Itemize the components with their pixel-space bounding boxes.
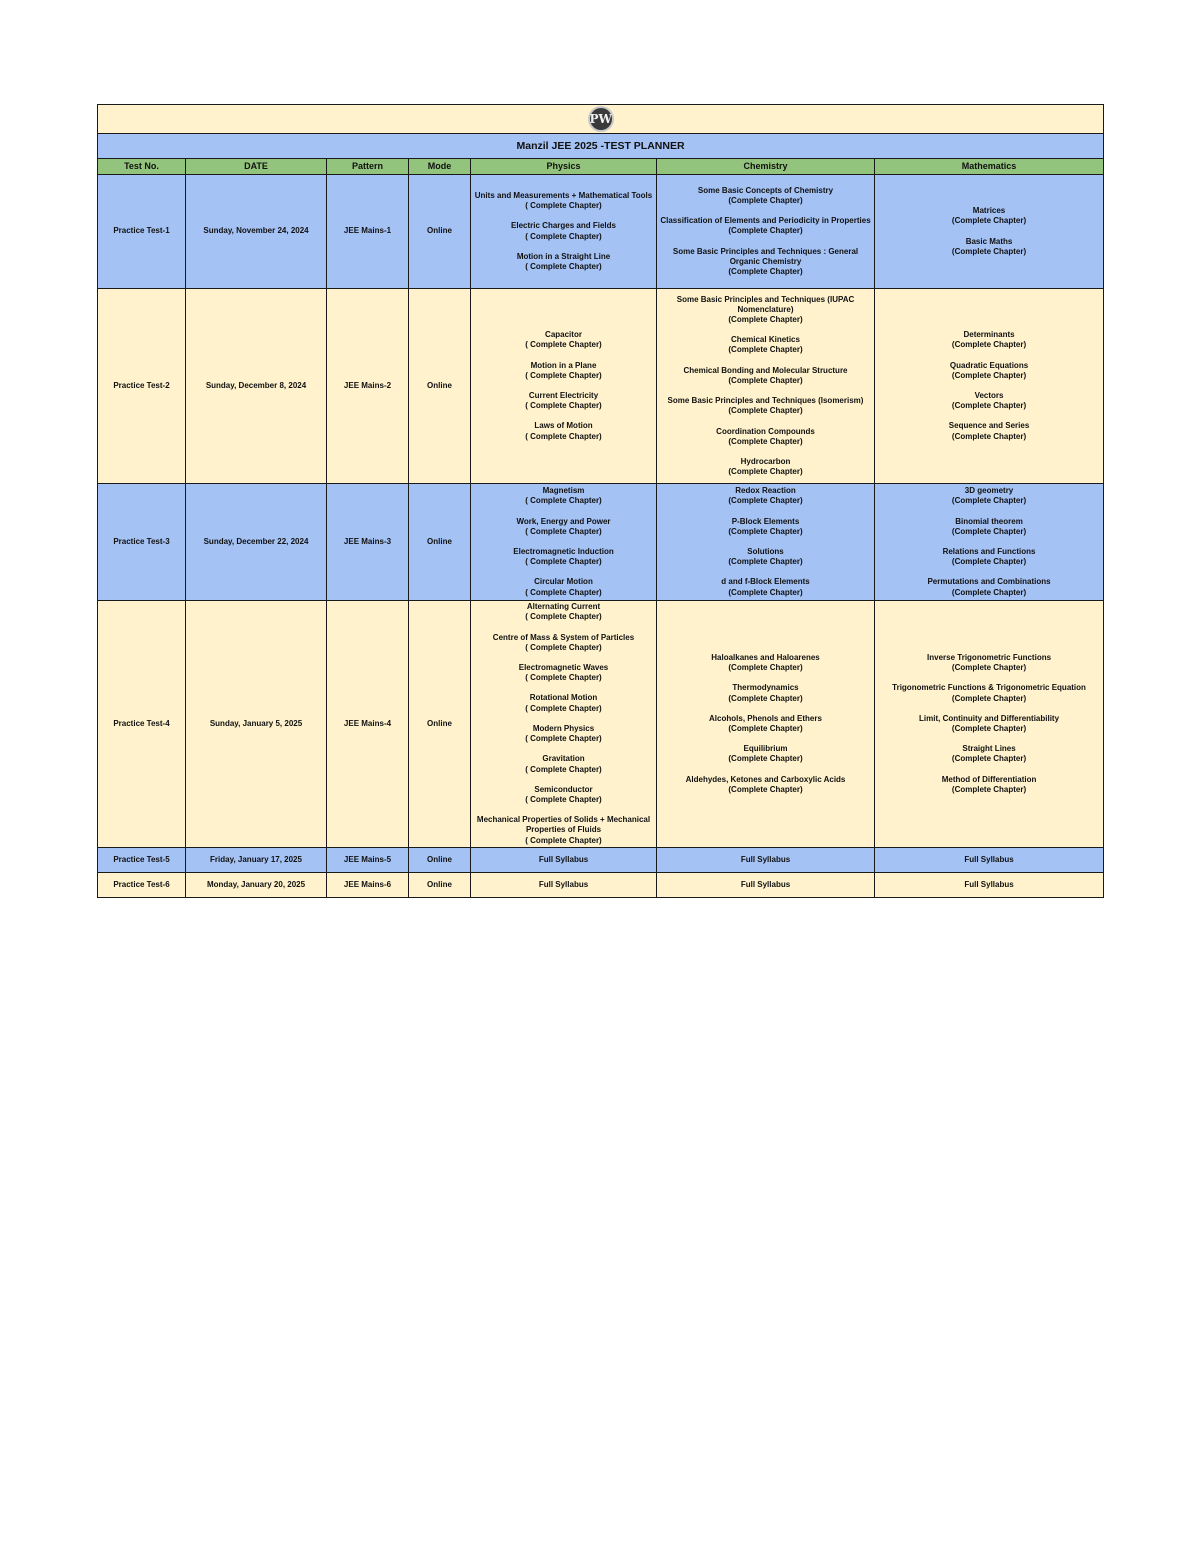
topic-note: (Complete Chapter) xyxy=(728,467,803,477)
topic-note: (Complete Chapter) xyxy=(728,267,803,276)
cell-pattern: JEE Mains-2 xyxy=(327,289,409,484)
topic-name: Aldehydes, Ketones and Carboxylic Acids xyxy=(685,774,846,784)
topic-item xyxy=(878,391,1100,411)
topic-note: (Complete Chapter) xyxy=(728,436,803,446)
topic-name: Laws of Motion xyxy=(534,421,593,431)
logo-cell xyxy=(98,105,1104,134)
header-pattern: Pattern xyxy=(327,159,409,175)
cell-test: Practice Test-2 xyxy=(98,289,186,484)
cell-pattern: JEE Mains-3 xyxy=(327,484,409,601)
topic-note: (Complete Chapter) xyxy=(951,340,1027,350)
topic-name: Straight Lines xyxy=(962,744,1016,754)
topic-note: ( Complete Chapter) xyxy=(525,557,602,567)
cell-pattern: JEE Mains-6 xyxy=(327,873,409,898)
topic-note: (Complete Chapter) xyxy=(728,195,803,205)
header-chemistry: Chemistry xyxy=(657,159,875,175)
topic-item xyxy=(878,361,1100,381)
cell-date: Sunday, December 22, 2024 xyxy=(186,484,327,601)
topic-note: ( Complete Chapter) xyxy=(525,642,602,652)
topic-item xyxy=(660,577,871,597)
topic-item xyxy=(660,855,871,865)
topic-item xyxy=(474,577,653,597)
topic-item xyxy=(660,295,871,326)
topic-item xyxy=(474,724,653,744)
cell-mode: Online xyxy=(409,289,471,484)
cell-mathematics xyxy=(875,873,1104,898)
topic-item xyxy=(474,663,653,683)
topic-name: Method of Differentiation xyxy=(941,774,1037,784)
pw-logo: PW xyxy=(588,106,614,132)
topic-note: ( Complete Chapter) xyxy=(525,612,602,622)
cell-chemistry xyxy=(657,175,875,289)
topic-item xyxy=(474,785,653,805)
topic-name: Full Syllabus xyxy=(538,854,589,864)
topic-item xyxy=(878,237,1100,257)
topic-note: (Complete Chapter) xyxy=(728,557,803,567)
topic-item xyxy=(878,744,1100,764)
topic-item xyxy=(474,633,653,653)
topic-item xyxy=(878,547,1100,567)
topic-name: Quadratic Equations xyxy=(949,360,1029,370)
cell-date: Friday, January 17, 2025 xyxy=(186,848,327,873)
topic-note: (Complete Chapter) xyxy=(951,724,1027,733)
topic-item xyxy=(474,547,653,567)
topic-name: Some Basic Principles and Techniques (Isomerism) xyxy=(667,396,864,406)
topic-name: Capacitor xyxy=(545,330,582,340)
topic-item xyxy=(474,391,653,411)
topic-note: (Complete Chapter) xyxy=(728,693,803,703)
topic-name: Alcohols, Phenols and Ethers xyxy=(709,713,822,723)
topic-item xyxy=(660,683,871,703)
topic-item xyxy=(474,191,653,211)
topic-item xyxy=(878,683,1100,703)
topic-item xyxy=(474,486,653,506)
topic-item xyxy=(878,486,1100,506)
cell-chemistry xyxy=(657,484,875,601)
topic-name: Solutions xyxy=(747,547,784,556)
topic-name: Semiconductor xyxy=(534,784,593,794)
topic-note: ( Complete Chapter) xyxy=(525,431,602,441)
topic-item xyxy=(660,216,871,236)
topic-item xyxy=(878,517,1100,537)
topic-item xyxy=(660,517,871,537)
table-row xyxy=(98,873,1104,898)
topic-item xyxy=(660,366,871,386)
topic-name: Full Syllabus xyxy=(964,879,1014,889)
topic-note: ( Complete Chapter) xyxy=(525,340,602,350)
topic-name: Basic Maths xyxy=(965,236,1013,246)
topic-name: Some Basic Concepts of Chemistry xyxy=(697,185,834,195)
cell-pattern: JEE Mains-4 xyxy=(327,601,409,848)
topic-item xyxy=(474,602,653,622)
topic-item xyxy=(660,653,871,673)
topic-name: Coordination Compounds xyxy=(716,426,815,436)
topic-note: (Complete Chapter) xyxy=(728,406,803,416)
cell-physics xyxy=(471,175,657,289)
topic-note: (Complete Chapter) xyxy=(951,370,1027,380)
topic-item xyxy=(660,486,871,506)
topic-note: ( Complete Chapter) xyxy=(525,231,602,241)
topic-item xyxy=(660,247,871,278)
topic-note: ( Complete Chapter) xyxy=(525,764,602,774)
topic-name: Motion in a Plane xyxy=(530,360,597,370)
topic-note: ( Complete Chapter) xyxy=(525,794,602,804)
header-physics: Physics xyxy=(471,159,657,175)
topic-name: Some Basic Principles and Techniques (IUPAC Nomenclature) xyxy=(676,294,855,314)
topic-item xyxy=(474,815,653,846)
cell-physics xyxy=(471,848,657,873)
cell-mode: Online xyxy=(409,848,471,873)
topic-note: (Complete Chapter) xyxy=(951,754,1027,764)
cell-mathematics xyxy=(875,484,1104,601)
header-mathematics: Mathematics xyxy=(875,159,1104,175)
topic-item xyxy=(474,421,653,441)
topic-name: Centre of Mass & System of Particles xyxy=(492,632,635,642)
topic-name: Full Syllabus xyxy=(964,854,1014,864)
topic-name: Chemical Bonding and Molecular Structure xyxy=(683,365,848,375)
topic-note: ( Complete Chapter) xyxy=(525,261,602,271)
topic-item xyxy=(474,880,653,890)
topic-note: ( Complete Chapter) xyxy=(525,587,602,597)
topic-item xyxy=(474,252,653,272)
header-test-no: Test No. xyxy=(98,159,186,175)
topic-name: Current Electricity xyxy=(528,391,599,400)
topic-name: Thermodynamics xyxy=(732,683,799,693)
test-planner-table xyxy=(97,104,1104,898)
topic-name: Gravitation xyxy=(542,754,585,764)
topic-item xyxy=(474,330,653,350)
topic-name: Circular Motion xyxy=(534,577,593,587)
topic-name: Chemical Kinetics xyxy=(731,335,800,345)
cell-mathematics xyxy=(875,175,1104,289)
table-row xyxy=(98,484,1104,601)
topic-note: ( Complete Chapter) xyxy=(525,401,602,411)
topic-note: (Complete Chapter) xyxy=(728,663,803,673)
topic-name: Permutations and Combinations xyxy=(927,577,1051,587)
topic-note: (Complete Chapter) xyxy=(951,431,1027,441)
cell-chemistry xyxy=(657,848,875,873)
topic-item xyxy=(878,880,1100,890)
cell-date: Sunday, December 8, 2024 xyxy=(186,289,327,484)
cell-mode: Online xyxy=(409,601,471,848)
topic-item xyxy=(660,744,871,764)
topic-note: (Complete Chapter) xyxy=(951,401,1027,411)
cell-chemistry xyxy=(657,601,875,848)
topic-item xyxy=(878,577,1100,597)
topic-note: (Complete Chapter) xyxy=(951,587,1027,597)
cell-chemistry xyxy=(657,289,875,484)
cell-physics xyxy=(471,289,657,484)
topic-name: Electromagnetic Induction xyxy=(513,547,614,556)
topic-note: (Complete Chapter) xyxy=(951,663,1027,673)
topic-note: (Complete Chapter) xyxy=(951,246,1027,256)
cell-physics xyxy=(471,601,657,848)
topic-name: d and f-Block Elements xyxy=(721,577,810,587)
topic-name: Units and Measurements + Mathematical Tools xyxy=(474,190,653,200)
topic-name: Vectors xyxy=(974,391,1004,400)
topic-item xyxy=(474,754,653,774)
topic-note: (Complete Chapter) xyxy=(728,226,803,236)
topic-name: Full Syllabus xyxy=(740,854,791,864)
cell-date: Sunday, January 5, 2025 xyxy=(186,601,327,848)
topic-item xyxy=(660,880,871,890)
cell-mathematics xyxy=(875,848,1104,873)
topic-note: ( Complete Chapter) xyxy=(525,201,602,211)
topic-item xyxy=(878,714,1100,734)
cell-mode: Online xyxy=(409,484,471,601)
topic-name: Matrices xyxy=(972,206,1006,216)
cell-mathematics xyxy=(875,289,1104,484)
cell-date: Monday, January 20, 2025 xyxy=(186,873,327,898)
topic-note: ( Complete Chapter) xyxy=(525,734,602,744)
topic-item xyxy=(660,396,871,416)
topic-note: ( Complete Chapter) xyxy=(525,526,602,536)
cell-mode: Online xyxy=(409,175,471,289)
topic-item xyxy=(878,330,1100,350)
topic-note: ( Complete Chapter) xyxy=(525,673,602,683)
cell-pattern: JEE Mains-1 xyxy=(327,175,409,289)
topic-note: (Complete Chapter) xyxy=(951,216,1027,226)
topic-note: (Complete Chapter) xyxy=(728,526,803,536)
header-row xyxy=(98,159,1104,175)
topic-name: Electromagnetic Waves xyxy=(518,663,609,673)
cell-test: Practice Test-1 xyxy=(98,175,186,289)
table-row xyxy=(98,289,1104,484)
table-row xyxy=(98,601,1104,848)
topic-note: ( Complete Chapter) xyxy=(525,370,602,380)
cell-test: Practice Test-6 xyxy=(98,873,186,898)
topic-note: (Complete Chapter) xyxy=(728,724,803,733)
topic-name: Classification of Elements and Periodicity in Properties xyxy=(660,216,871,226)
topic-note: (Complete Chapter) xyxy=(728,315,803,325)
topic-name: Determinants xyxy=(963,330,1015,340)
topic-name: Modern Physics xyxy=(532,723,595,733)
topic-name: Magnetism xyxy=(542,486,585,496)
topic-note: (Complete Chapter) xyxy=(728,784,803,794)
cell-physics xyxy=(471,873,657,898)
cell-pattern: JEE Mains-5 xyxy=(327,848,409,873)
title-row xyxy=(98,134,1104,159)
topic-name: Alternating Current xyxy=(526,602,601,612)
topic-note: (Complete Chapter) xyxy=(951,693,1027,703)
topic-name: Motion in a Straight Line xyxy=(516,251,611,261)
topic-item xyxy=(660,335,871,355)
topic-note: ( Complete Chapter) xyxy=(525,703,602,713)
topic-item xyxy=(474,855,653,865)
topic-item xyxy=(878,775,1100,795)
topic-item xyxy=(878,653,1100,673)
topic-name: Hydrocarbon xyxy=(740,456,791,466)
topic-name: Haloalkanes and Haloarenes xyxy=(711,652,820,662)
topic-note: ( Complete Chapter) xyxy=(525,496,602,506)
topic-note: (Complete Chapter) xyxy=(951,526,1027,536)
topic-name: Full Syllabus xyxy=(538,879,589,889)
topic-name: Work, Energy and Power xyxy=(516,516,611,526)
header-mode: Mode xyxy=(409,159,471,175)
topic-item xyxy=(660,427,871,447)
cell-test: Practice Test-3 xyxy=(98,484,186,601)
topic-item xyxy=(660,547,871,567)
topic-name: Relations and Functions xyxy=(942,547,1036,556)
topic-name: Redox Reaction xyxy=(735,486,796,496)
cell-mode: Online xyxy=(409,873,471,898)
topic-name: Equilibrium xyxy=(743,744,788,754)
topic-item xyxy=(660,714,871,734)
header-date: DATE xyxy=(186,159,327,175)
topic-note: (Complete Chapter) xyxy=(951,557,1027,567)
topic-name: Electric Charges and Fields xyxy=(511,221,616,231)
topic-note: (Complete Chapter) xyxy=(728,345,803,355)
topic-name: P-Block Elements xyxy=(731,516,800,526)
cell-chemistry xyxy=(657,873,875,898)
topic-name: Inverse Trigonometric Functions xyxy=(927,652,1052,662)
topic-name: Rotational Motion xyxy=(529,693,598,703)
topic-name: Binomial theorem xyxy=(955,516,1023,526)
topic-note: (Complete Chapter) xyxy=(951,784,1027,794)
cell-test: Practice Test-4 xyxy=(98,601,186,848)
topic-note: (Complete Chapter) xyxy=(728,754,803,764)
topic-name: Limit, Continuity and Differentiability xyxy=(919,713,1060,723)
topic-item xyxy=(878,855,1100,865)
topic-item xyxy=(878,421,1100,441)
table-row xyxy=(98,848,1104,873)
table-row xyxy=(98,175,1104,289)
topic-item xyxy=(660,775,871,795)
topic-name: Some Basic Principles and Techniques : General Organic Chemistry xyxy=(672,246,859,266)
topic-item xyxy=(878,206,1100,226)
topic-note: (Complete Chapter) xyxy=(951,496,1027,506)
topic-note: (Complete Chapter) xyxy=(728,375,803,385)
topic-name: Mechanical Properties of Solids + Mechanical Properties of Fluids xyxy=(476,815,651,835)
topic-name: Trigonometric Functions & Trigonometric Equation xyxy=(892,683,1086,693)
topic-note: (Complete Chapter) xyxy=(728,587,803,597)
page-title: Manzil JEE 2025 -TEST PLANNER xyxy=(98,134,1104,159)
cell-test: Practice Test-5 xyxy=(98,848,186,873)
cell-date: Sunday, November 24, 2024 xyxy=(186,175,327,289)
topic-item xyxy=(660,186,871,206)
cell-physics xyxy=(471,484,657,601)
topic-item xyxy=(474,361,653,381)
topic-name: Sequence and Series xyxy=(948,421,1030,431)
topic-item xyxy=(474,693,653,713)
topic-name: 3D geometry xyxy=(964,486,1014,496)
topic-note: ( Complete Chapter) xyxy=(525,835,602,845)
topic-item xyxy=(474,221,653,241)
topic-note: (Complete Chapter) xyxy=(728,496,803,506)
topic-item xyxy=(474,517,653,537)
topic-name: Full Syllabus xyxy=(740,879,791,889)
logo-row xyxy=(98,105,1104,134)
cell-mathematics xyxy=(875,601,1104,848)
topic-item xyxy=(660,457,871,477)
